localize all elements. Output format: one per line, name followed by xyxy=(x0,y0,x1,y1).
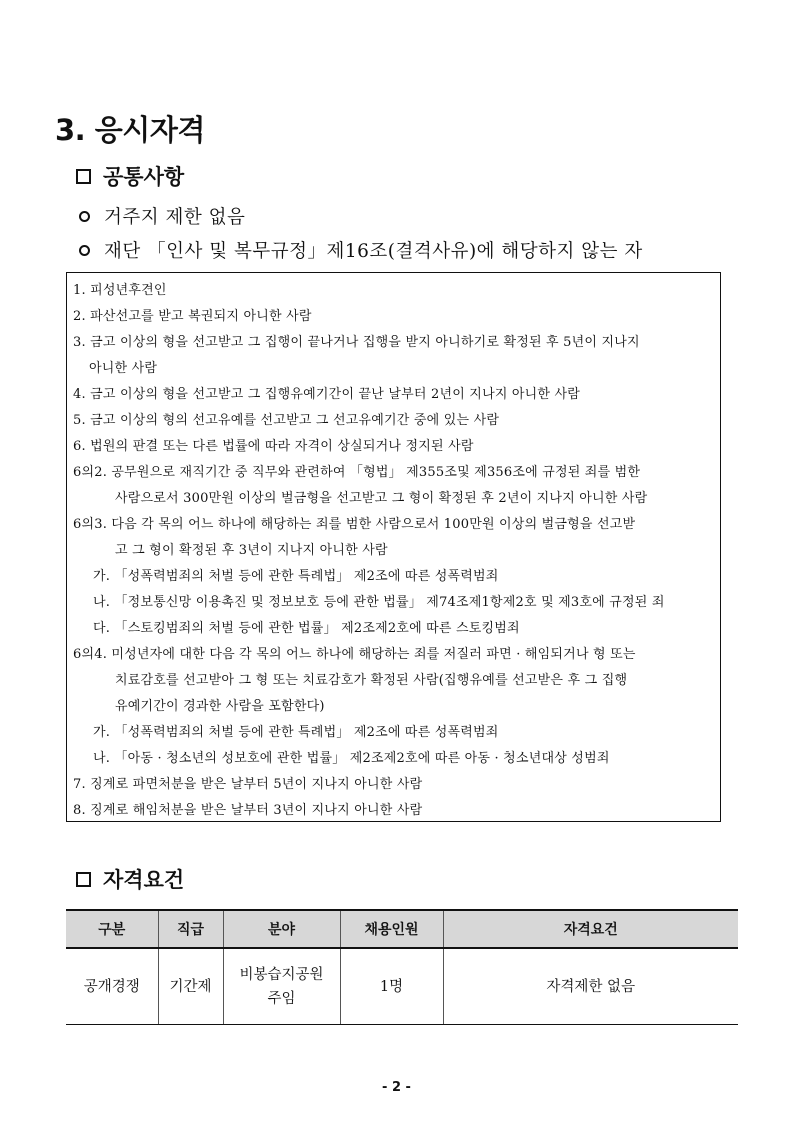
rule-line: 아니한 사람 xyxy=(89,361,158,376)
rule-line: 6. 법원의 판결 또는 다른 법률에 따라 자격이 상실되거나 정지된 사람 xyxy=(73,439,474,454)
rule-line: 8. 징계로 해임처분을 받은 날부터 3년이 지나지 아니한 사람 xyxy=(73,803,423,818)
col-header: 채용인원 xyxy=(340,910,443,948)
bullet-item xyxy=(79,237,643,263)
requirements-heading-label: 자격요건 xyxy=(103,868,185,892)
bullet-item xyxy=(79,203,245,229)
rule-line: 1. 피성년후견인 xyxy=(73,283,167,298)
rule-line: 다. 「스토킹범죄의 처벌 등에 관한 법률」 제2조제2호에 따른 스토킹범죄 xyxy=(93,621,520,636)
field-line: 비봉습지공원 xyxy=(239,966,324,983)
col-header: 자격요건 xyxy=(443,910,738,948)
rule-line: 7. 징계로 파면처분을 받은 날부터 5년이 지나지 아니한 사람 xyxy=(73,777,423,792)
rule-line: 가. 「성폭력범죄의 처벌 등에 관한 특례법」 제2조에 따른 성폭력범죄 xyxy=(93,725,499,740)
col-header: 분야 xyxy=(223,910,340,948)
rule-line: 나. 「정보통신망 이용촉진 및 정보보호 등에 관한 법률」 제74조제1항제2호 및 제3호에 규정된 죄 xyxy=(93,595,665,610)
col-header: 구분 xyxy=(66,910,158,948)
page-number: - 2 - xyxy=(382,1080,411,1095)
cell-type: 공개경쟁 xyxy=(66,948,158,1025)
common-heading-label: 공통사항 xyxy=(103,165,185,189)
rule-line: 2. 파산선고를 받고 복권되지 아니한 사람 xyxy=(73,309,312,324)
rule-line: 6의2. 공무원으로 재직기간 중 직무와 관련하여 「형법」 제355조및 제356조에 규정된 죄를 범한 xyxy=(73,465,641,480)
col-header: 직급 xyxy=(158,910,223,948)
rule-line: 4. 금고 이상의 형을 선고받고 그 집행유예기간이 끝난 날부터 2년이 지나지 아니한 사람 xyxy=(73,387,581,402)
checkbox-square-icon xyxy=(76,872,91,887)
table-header-row xyxy=(66,910,738,948)
cell-requirement: 자격제한 없음 xyxy=(443,948,738,1025)
table-row xyxy=(66,948,738,1025)
rule-line: 6의4. 미성년자에 대한 다음 각 목의 어느 하나에 해당하는 죄를 저질러 파면 · 해임되거나 형 또는 xyxy=(73,647,636,662)
rule-line: 유예기간이 경과한 사람을 포함한다) xyxy=(115,699,325,714)
checkbox-square-icon xyxy=(76,169,91,184)
circle-bullet-icon xyxy=(79,211,90,222)
rule-line: 5. 금고 이상의 형의 선고유예를 선고받고 그 선고유예기간 중에 있는 사람 xyxy=(73,413,500,428)
cell-grade: 기간제 xyxy=(158,948,223,1025)
rule-line: 6의3. 다음 각 목의 어느 하나에 해당하는 죄를 범한 사람으로서 100만원 이상의 벌금형을 선고받 xyxy=(73,517,636,532)
section-title: 3. 응시자격 xyxy=(55,113,205,147)
requirements-table xyxy=(66,909,738,1025)
bullet-text: 거주지 제한 없음 xyxy=(104,207,246,228)
circle-bullet-icon xyxy=(79,245,90,256)
rule-line: 고 그 형이 확정된 후 3년이 지나지 아니한 사람 xyxy=(115,543,388,558)
field-line: 주임 xyxy=(267,990,296,1007)
requirements-heading xyxy=(76,864,184,894)
rule-line: 가. 「성폭력범죄의 처벌 등에 관한 특례법」 제2조에 따른 성폭력범죄 xyxy=(93,569,499,584)
disqualification-box xyxy=(66,272,721,822)
common-heading xyxy=(76,161,184,191)
rule-line: 치료감호를 선고받아 그 형 또는 치료감호가 확정된 사람(집행유예를 선고받은 후 그 집행 xyxy=(115,673,628,688)
cell-count: 1명 xyxy=(340,948,443,1025)
rule-line: 사람으로서 300만원 이상의 벌금형을 선고받고 그 형이 확정된 후 2년이 지나지 아니한 사람 xyxy=(115,491,648,506)
rule-line: 3. 금고 이상의 형을 선고받고 그 집행이 끝나거나 집행을 받지 아니하기로 확정된 후 5년이 지나지 xyxy=(73,335,640,350)
cell-field xyxy=(223,948,340,1025)
rule-line: 나. 「아동 · 청소년의 성보호에 관한 법률」 제2조제2호에 따른 아동 · 청소년대상 성범죄 xyxy=(93,751,610,766)
bullet-text: 재단 「인사 및 복무규정」제16조(결격사유)에 해당하지 않는 자 xyxy=(104,241,643,262)
